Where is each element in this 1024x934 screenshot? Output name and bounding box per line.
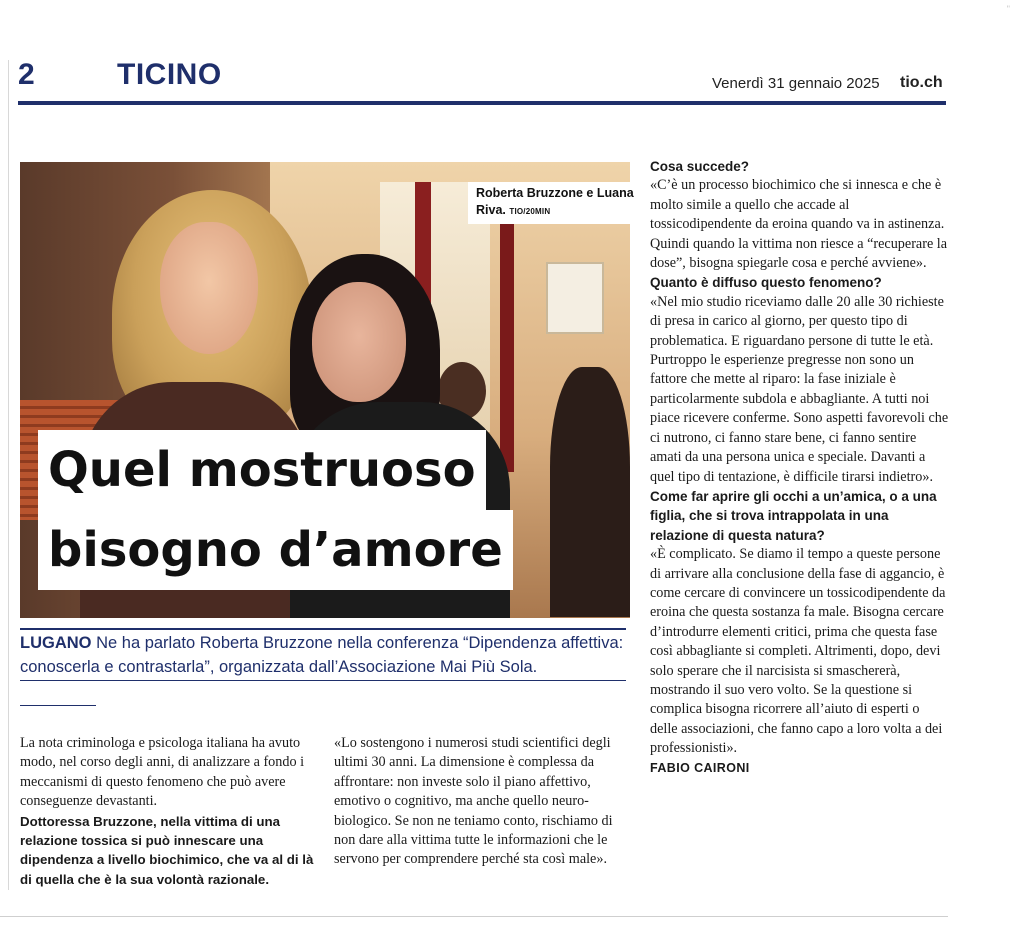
photo-wall-frame (546, 262, 604, 334)
headline-line-2: bisogno d’amore (38, 510, 513, 590)
interview-answer: «Nel mio studio riceviamo dalle 20 alle 30 richieste di presa in carico al giorno, per questo tipo di problematica. E riguardano persone di tutte le età. Purtroppo le esperienze pregresse non sono un fattore che mette al riparo: la fase iniziale è particolarmente subdola e abbagliante. A tutti noi piace ricevere conferme. Sono aspetti favorevoli che ci nutrono, ci fanno stare bene, ci fanno sentire amati da una persona unica e speciale. Davanti a quel tipo di tentazione, è difficile tirarsi indietro». (650, 293, 949, 485)
corner-mark: " (1006, 4, 1010, 14)
interview-question: Quanto è diffuso questo fenomeno? (650, 275, 882, 291)
section-title: TICINO (117, 58, 222, 91)
photo-credit: TIO/20MIN (509, 207, 551, 216)
site-name: tio.ch (900, 74, 943, 91)
photo-background-person (550, 367, 630, 617)
headline-line-1: Quel mostruoso (38, 430, 486, 510)
lead-rule (20, 628, 626, 630)
body-column-3 (650, 157, 950, 778)
interview-question: Cosa succede? (650, 159, 750, 174)
intro-paragraph: La nota criminologa e psicologa italiana ha avuto modo, nel corso degli anni, di analizzare a fondo i meccanismi di questo fenomeno che può avere conseguenze devastanti. (20, 735, 305, 810)
lead-text: Ne ha parlato Roberta Bruzzone nella conferenza “Dipendenza affettiva: conoscerla e contrastarla”, organizzata dall’Associazione Mai Più Sola. (20, 634, 624, 676)
page-number: 2 (18, 58, 35, 91)
author-byline: FABIO CAIRONI (650, 760, 750, 775)
caption-names: Roberta Bruzzone e Luana Riva. (476, 186, 634, 217)
bottom-rule (0, 916, 948, 917)
issue-date: Venerdì 31 gennaio 2025 (712, 75, 880, 92)
lead-rule (20, 680, 626, 681)
body-column-1 (20, 734, 320, 889)
interview-answer: «C’è un processo biochimico che si innesca e che è molto simile a quello che accade al tossicodipendente da eroina quando va in astinenza. Quindi quando la vittima non riesce a “recuperare la dose”, bisogna spiegarle cosa e perché avviene». (650, 177, 948, 272)
interview-question: Come far aprire gli occhi a un’amica, o a una figlia, che si trova intrappolata in una relazione di questa natura? (650, 488, 937, 543)
interview-answer: «È complicato. Se diamo il tempo a queste persone di arrivare alla conclusione della fase di aggancio, è come cercare di convincere un tossicodipendente da eroina che questa sostanza fa male. Bisogna cercare d’introdurre elementi critici, prima che questa fase così abbagliante si completi. Altrimenti, dopo, devi solo sperare che il narcisista si smaschererà, mostrando il suo vero volto. Se la questione si complica bisogna ricorrere all’aiuto di esperti o delle associazioni, che fanno capo a loro volta a dei professionisti». (650, 546, 946, 757)
header-rule (18, 101, 946, 105)
interview-question: Dottoressa Bruzzone, nella vittima di una relazione tossica si può innescare una dipendenza a livello biochimico, che va al di là di quella che è la sua volontà razionale. (20, 813, 314, 887)
photo-curtain (500, 192, 514, 472)
lead-paragraph (20, 632, 626, 679)
body-column-2 (334, 734, 630, 870)
dateline-city: LUGANO (20, 634, 92, 652)
lead-rule (20, 705, 96, 706)
page-edge-rule (8, 60, 9, 890)
photo-person-face (312, 282, 406, 402)
interview-answer: «Lo sostengono i numerosi studi scientifici degli ultimi 30 anni. La dimensione è complessa da affrontare: non investe solo il piano affettivo, emotivo o cognitivo, ma anche quello neuro-biologico. Se non ne teniamo conto, rischiamo di non dare alla vittima tutte le informazioni che le servono per comprendere perché sta così male». (334, 735, 613, 868)
photo-person-face (160, 222, 258, 354)
photo-caption (468, 182, 642, 224)
